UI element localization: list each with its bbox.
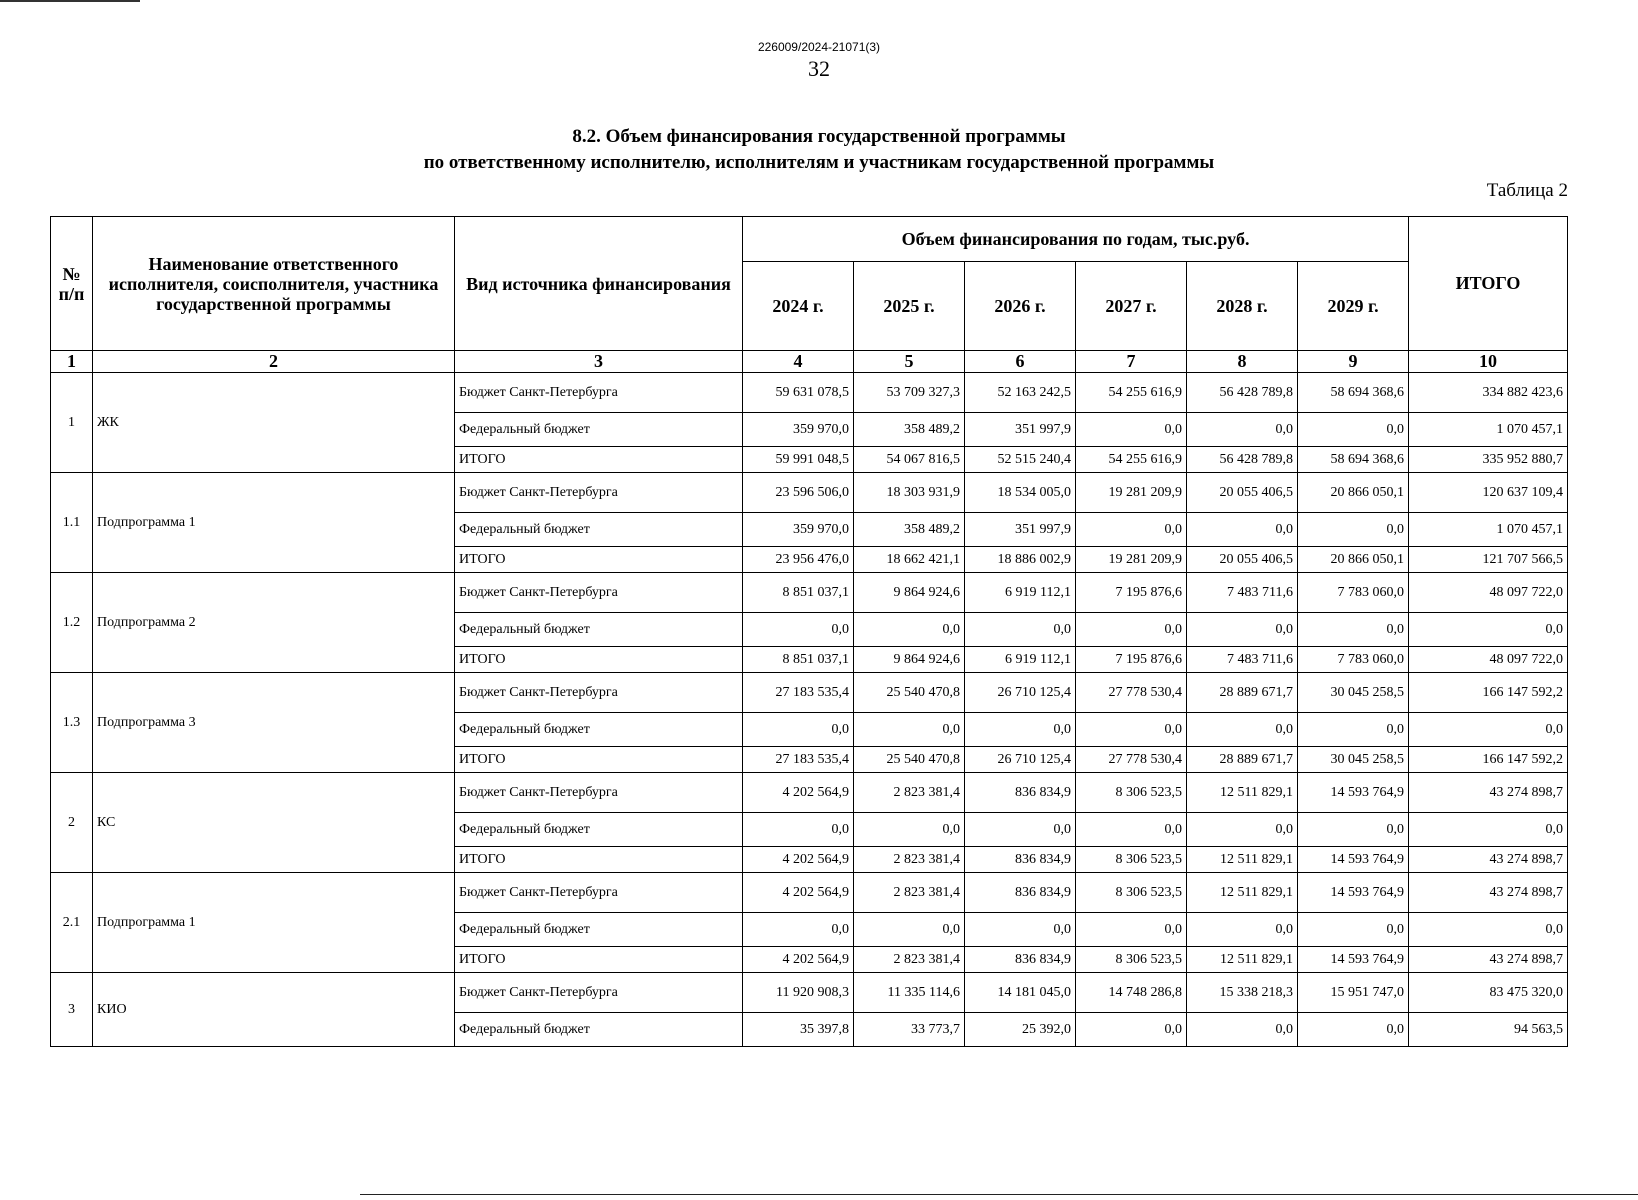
funding-source: ИТОГО — [455, 647, 743, 673]
year-value-cell: 15 951 747,0 — [1298, 973, 1409, 1013]
year-value-cell: 836 834,9 — [965, 947, 1076, 973]
participant-name: Подпрограмма 3 — [93, 673, 455, 773]
participant-name: КС — [93, 773, 455, 873]
year-value-cell: 0,0 — [854, 613, 965, 647]
year-value-cell: 358 489,2 — [854, 513, 965, 547]
year-value-cell: 0,0 — [743, 713, 854, 747]
funding-source: Федеральный бюджет — [455, 613, 743, 647]
funding-source: Федеральный бюджет — [455, 813, 743, 847]
total-value-cell: 334 882 423,6 — [1409, 373, 1568, 413]
year-value-cell: 0,0 — [743, 813, 854, 847]
year-value-cell: 0,0 — [965, 813, 1076, 847]
total-value-cell: 83 475 320,0 — [1409, 973, 1568, 1013]
year-value-cell: 0,0 — [1076, 613, 1187, 647]
row-number: 3 — [51, 973, 93, 1047]
year-value-cell: 56 428 789,8 — [1187, 373, 1298, 413]
row-number: 1.1 — [51, 473, 93, 573]
year-value-cell: 56 428 789,8 — [1187, 447, 1298, 473]
year-value-cell: 14 181 045,0 — [965, 973, 1076, 1013]
year-value-cell: 12 511 829,1 — [1187, 873, 1298, 913]
year-value-cell: 0,0 — [1298, 913, 1409, 947]
year-value-cell: 19 281 209,9 — [1076, 547, 1187, 573]
header-number: № п/п — [51, 217, 93, 351]
total-value-cell: 43 274 898,7 — [1409, 873, 1568, 913]
year-value-cell: 4 202 564,9 — [743, 773, 854, 813]
header-years-group: Объем финансирования по годам, тыс.руб. — [743, 217, 1409, 262]
table-label: Таблица 2 — [1486, 180, 1568, 201]
funding-source: ИТОГО — [455, 847, 743, 873]
header-year-2029: 2029 г. — [1298, 262, 1409, 351]
year-value-cell: 0,0 — [854, 813, 965, 847]
row-number: 1.2 — [51, 573, 93, 673]
year-value-cell: 20 055 406,5 — [1187, 547, 1298, 573]
year-value-cell: 30 045 258,5 — [1298, 747, 1409, 773]
total-value-cell: 120 637 109,4 — [1409, 473, 1568, 513]
year-value-cell: 2 823 381,4 — [854, 847, 965, 873]
year-value-cell: 0,0 — [965, 713, 1076, 747]
year-value-cell: 7 483 711,6 — [1187, 647, 1298, 673]
participant-name: КИО — [93, 973, 455, 1047]
year-value-cell: 8 306 523,5 — [1076, 947, 1187, 973]
year-value-cell: 33 773,7 — [854, 1013, 965, 1047]
year-value-cell: 2 823 381,4 — [854, 947, 965, 973]
funding-source: Федеральный бюджет — [455, 413, 743, 447]
year-value-cell: 4 202 564,9 — [743, 873, 854, 913]
year-value-cell: 11 335 114,6 — [854, 973, 965, 1013]
year-value-cell: 359 970,0 — [743, 413, 854, 447]
year-value-cell: 20 866 050,1 — [1298, 547, 1409, 573]
title-line-2: по ответственному исполнителю, исполнителям и участникам государственной программы — [423, 152, 1215, 173]
total-value-cell: 335 952 880,7 — [1409, 447, 1568, 473]
total-value-cell: 1 070 457,1 — [1409, 513, 1568, 547]
year-value-cell: 20 866 050,1 — [1298, 473, 1409, 513]
year-value-cell: 7 483 711,6 — [1187, 573, 1298, 613]
total-value-cell: 0,0 — [1409, 813, 1568, 847]
table-row — [51, 473, 1568, 513]
year-value-cell: 0,0 — [1076, 1013, 1187, 1047]
funding-source: Бюджет Санкт-Петербурга — [455, 573, 743, 613]
table-row — [51, 973, 1568, 1013]
year-value-cell: 12 511 829,1 — [1187, 947, 1298, 973]
total-value-cell: 43 274 898,7 — [1409, 773, 1568, 813]
year-value-cell: 28 889 671,7 — [1187, 747, 1298, 773]
year-value-cell: 0,0 — [1187, 813, 1298, 847]
total-value-cell: 0,0 — [1409, 713, 1568, 747]
year-value-cell: 14 748 286,8 — [1076, 973, 1187, 1013]
column-number: 1 — [51, 351, 93, 373]
table-header — [51, 217, 1568, 351]
year-value-cell: 53 709 327,3 — [854, 373, 965, 413]
total-value-cell: 166 147 592,2 — [1409, 673, 1568, 713]
year-value-cell: 0,0 — [965, 913, 1076, 947]
year-value-cell: 27 778 530,4 — [1076, 673, 1187, 713]
year-value-cell: 0,0 — [1187, 913, 1298, 947]
funding-source: Федеральный бюджет — [455, 1013, 743, 1047]
year-value-cell: 8 306 523,5 — [1076, 873, 1187, 913]
year-value-cell: 0,0 — [965, 613, 1076, 647]
year-value-cell: 9 864 924,6 — [854, 573, 965, 613]
column-number: 3 — [455, 351, 743, 373]
table-row — [51, 873, 1568, 913]
year-value-cell: 0,0 — [1298, 713, 1409, 747]
funding-source: Бюджет Санкт-Петербурга — [455, 773, 743, 813]
year-value-cell: 8 851 037,1 — [743, 573, 854, 613]
year-value-cell: 30 045 258,5 — [1298, 673, 1409, 713]
year-value-cell: 2 823 381,4 — [854, 873, 965, 913]
year-value-cell: 0,0 — [1076, 713, 1187, 747]
year-value-cell: 26 710 125,4 — [965, 747, 1076, 773]
header-year-2028: 2028 г. — [1187, 262, 1298, 351]
year-value-cell: 27 183 535,4 — [743, 747, 854, 773]
year-value-cell: 28 889 671,7 — [1187, 673, 1298, 713]
year-value-cell: 6 919 112,1 — [965, 647, 1076, 673]
section-title — [0, 124, 1638, 176]
year-value-cell: 15 338 218,3 — [1187, 973, 1298, 1013]
funding-source: Бюджет Санкт-Петербурга — [455, 373, 743, 413]
year-value-cell: 836 834,9 — [965, 847, 1076, 873]
column-number-row — [51, 351, 1568, 373]
column-number: 7 — [1076, 351, 1187, 373]
year-value-cell: 0,0 — [1187, 413, 1298, 447]
funding-source: Федеральный бюджет — [455, 513, 743, 547]
year-value-cell: 0,0 — [743, 913, 854, 947]
header-total: ИТОГО — [1409, 217, 1568, 351]
year-value-cell: 0,0 — [1298, 813, 1409, 847]
year-value-cell: 358 489,2 — [854, 413, 965, 447]
header-year-2026: 2026 г. — [965, 262, 1076, 351]
year-value-cell: 18 534 005,0 — [965, 473, 1076, 513]
year-value-cell: 0,0 — [1298, 413, 1409, 447]
year-value-cell: 27 778 530,4 — [1076, 747, 1187, 773]
year-value-cell: 836 834,9 — [965, 873, 1076, 913]
table-body — [51, 351, 1568, 1047]
year-value-cell: 351 997,9 — [965, 513, 1076, 547]
total-value-cell: 48 097 722,0 — [1409, 647, 1568, 673]
participant-name: Подпрограмма 1 — [93, 873, 455, 973]
year-value-cell: 0,0 — [1187, 713, 1298, 747]
funding-source: Федеральный бюджет — [455, 713, 743, 747]
year-value-cell: 0,0 — [1076, 413, 1187, 447]
participant-name: Подпрограмма 2 — [93, 573, 455, 673]
header-year-2027: 2027 г. — [1076, 262, 1187, 351]
total-value-cell: 0,0 — [1409, 913, 1568, 947]
year-value-cell: 8 306 523,5 — [1076, 847, 1187, 873]
year-value-cell: 0,0 — [1298, 513, 1409, 547]
total-value-cell: 43 274 898,7 — [1409, 947, 1568, 973]
funding-source: Бюджет Санкт-Петербурга — [455, 473, 743, 513]
year-value-cell: 52 515 240,4 — [965, 447, 1076, 473]
funding-source: Бюджет Санкт-Петербурга — [455, 873, 743, 913]
year-value-cell: 14 593 764,9 — [1298, 873, 1409, 913]
year-value-cell: 7 783 060,0 — [1298, 647, 1409, 673]
column-number: 9 — [1298, 351, 1409, 373]
header-participant-name: Наименование ответственного исполнителя, соисполнителя, участника государственной программы — [93, 217, 455, 351]
year-value-cell: 26 710 125,4 — [965, 673, 1076, 713]
funding-source: ИТОГО — [455, 747, 743, 773]
total-value-cell: 166 147 592,2 — [1409, 747, 1568, 773]
scan-bottom-line — [360, 1194, 1638, 1195]
row-number: 2.1 — [51, 873, 93, 973]
page-number: 32 — [808, 56, 830, 81]
year-value-cell: 359 970,0 — [743, 513, 854, 547]
year-value-cell: 14 593 764,9 — [1298, 947, 1409, 973]
year-value-cell: 54 255 616,9 — [1076, 373, 1187, 413]
year-value-cell: 58 694 368,6 — [1298, 447, 1409, 473]
row-number: 1.3 — [51, 673, 93, 773]
year-value-cell: 12 511 829,1 — [1187, 773, 1298, 813]
year-value-cell: 27 183 535,4 — [743, 673, 854, 713]
total-value-cell: 1 070 457,1 — [1409, 413, 1568, 447]
year-value-cell: 7 195 876,6 — [1076, 647, 1187, 673]
funding-source: Бюджет Санкт-Петербурга — [455, 973, 743, 1013]
year-value-cell: 2 823 381,4 — [854, 773, 965, 813]
financing-table — [50, 216, 1568, 1047]
table-row — [51, 673, 1568, 713]
year-value-cell: 19 281 209,9 — [1076, 473, 1187, 513]
column-number: 5 — [854, 351, 965, 373]
year-value-cell: 6 919 112,1 — [965, 573, 1076, 613]
year-value-cell: 0,0 — [1187, 513, 1298, 547]
total-value-cell: 43 274 898,7 — [1409, 847, 1568, 873]
year-value-cell: 25 392,0 — [965, 1013, 1076, 1047]
year-value-cell: 58 694 368,6 — [1298, 373, 1409, 413]
year-value-cell: 0,0 — [1076, 513, 1187, 547]
year-value-cell: 52 163 242,5 — [965, 373, 1076, 413]
year-value-cell: 54 067 816,5 — [854, 447, 965, 473]
year-value-cell: 14 593 764,9 — [1298, 773, 1409, 813]
year-value-cell: 0,0 — [854, 913, 965, 947]
year-value-cell: 11 920 908,3 — [743, 973, 854, 1013]
header-year-2025: 2025 г. — [854, 262, 965, 351]
year-value-cell: 25 540 470,8 — [854, 747, 965, 773]
scan-corner-mark — [0, 0, 140, 2]
year-value-cell: 7 783 060,0 — [1298, 573, 1409, 613]
participant-name: ЖК — [93, 373, 455, 473]
year-value-cell: 0,0 — [854, 713, 965, 747]
year-value-cell: 0,0 — [1298, 613, 1409, 647]
year-value-cell: 0,0 — [1187, 613, 1298, 647]
column-number: 8 — [1187, 351, 1298, 373]
header-funding-source: Вид источника финансирования — [455, 217, 743, 351]
year-value-cell: 25 540 470,8 — [854, 673, 965, 713]
year-value-cell: 9 864 924,6 — [854, 647, 965, 673]
document-reference: 226009/2024-21071(3) — [757, 40, 881, 54]
column-number: 10 — [1409, 351, 1568, 373]
year-value-cell: 8 306 523,5 — [1076, 773, 1187, 813]
column-number: 4 — [743, 351, 854, 373]
year-value-cell: 20 055 406,5 — [1187, 473, 1298, 513]
row-number: 1 — [51, 373, 93, 473]
year-value-cell: 0,0 — [1187, 1013, 1298, 1047]
year-value-cell: 0,0 — [743, 613, 854, 647]
funding-source: ИТОГО — [455, 547, 743, 573]
funding-source: ИТОГО — [455, 947, 743, 973]
total-value-cell: 0,0 — [1409, 613, 1568, 647]
table-row — [51, 573, 1568, 613]
total-value-cell: 121 707 566,5 — [1409, 547, 1568, 573]
year-value-cell: 35 397,8 — [743, 1013, 854, 1047]
year-value-cell: 0,0 — [1298, 1013, 1409, 1047]
funding-source: Федеральный бюджет — [455, 913, 743, 947]
year-value-cell: 18 886 002,9 — [965, 547, 1076, 573]
year-value-cell: 14 593 764,9 — [1298, 847, 1409, 873]
year-value-cell: 0,0 — [1076, 913, 1187, 947]
year-value-cell: 23 956 476,0 — [743, 547, 854, 573]
column-number: 2 — [93, 351, 455, 373]
total-value-cell: 48 097 722,0 — [1409, 573, 1568, 613]
year-value-cell: 4 202 564,9 — [743, 847, 854, 873]
column-number: 6 — [965, 351, 1076, 373]
year-value-cell: 8 851 037,1 — [743, 647, 854, 673]
year-value-cell: 351 997,9 — [965, 413, 1076, 447]
table-row — [51, 373, 1568, 413]
year-value-cell: 18 303 931,9 — [854, 473, 965, 513]
year-value-cell: 59 991 048,5 — [743, 447, 854, 473]
year-value-cell: 7 195 876,6 — [1076, 573, 1187, 613]
funding-source: Бюджет Санкт-Петербурга — [455, 673, 743, 713]
row-number: 2 — [51, 773, 93, 873]
year-value-cell: 59 631 078,5 — [743, 373, 854, 413]
year-value-cell: 836 834,9 — [965, 773, 1076, 813]
year-value-cell: 0,0 — [1076, 813, 1187, 847]
header-year-2024: 2024 г. — [743, 262, 854, 351]
table-row — [51, 773, 1568, 813]
year-value-cell: 23 596 506,0 — [743, 473, 854, 513]
year-value-cell: 18 662 421,1 — [854, 547, 965, 573]
year-value-cell: 54 255 616,9 — [1076, 447, 1187, 473]
total-value-cell: 94 563,5 — [1409, 1013, 1568, 1047]
year-value-cell: 4 202 564,9 — [743, 947, 854, 973]
title-line-1: 8.2. Объем финансирования государственной программы — [572, 126, 1066, 147]
participant-name: Подпрограмма 1 — [93, 473, 455, 573]
year-value-cell: 12 511 829,1 — [1187, 847, 1298, 873]
funding-source: ИТОГО — [455, 447, 743, 473]
